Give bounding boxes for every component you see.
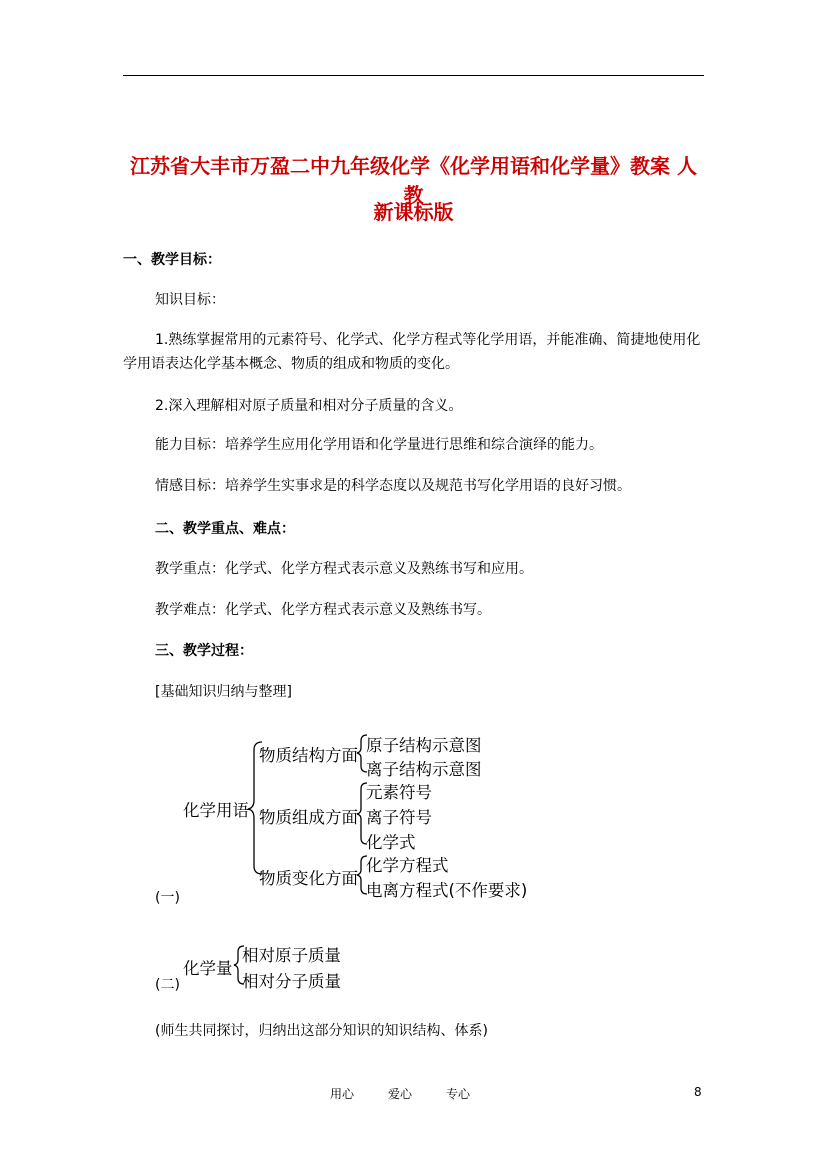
ability-goal: 能力目标：培养学生应用化学用语和化学量进行思维和综合演绎的能力。 — [155, 437, 603, 453]
document-title-line1: 江苏省大丰市万盈二中九年级化学《化学用语和化学量》教案 人教 — [130, 154, 697, 207]
branch-composition-label: 物质组成方面 — [259, 808, 358, 827]
leaf-chemical-equation: 化学方程式 — [366, 856, 449, 875]
teaching-difficulty: 教学难点：化学式、化学方程式表示意义及熟练书写。 — [155, 602, 491, 618]
section2-heading: 二、教学重点、难点： — [155, 521, 295, 537]
footer-motto-1: 用心 — [330, 1087, 355, 1101]
section3-heading: 三、教学过程： — [155, 643, 253, 659]
branch-change-label: 物质变化方面 — [259, 869, 358, 888]
knowledge-goal-item2: 2.深入理解相对原子质量和相对分子质量的含义。 — [155, 398, 463, 414]
diagram2-root: 化学量 — [183, 959, 233, 978]
footer-motto-3: 专心 — [446, 1087, 471, 1101]
leaf-chemical-formula: 化学式 — [366, 833, 416, 852]
discussion-note: (师生共同探讨，归纳出这部分知识的知识结构、体系) — [155, 1023, 488, 1039]
emotion-goal: 情感目标：培养学生实事求是的科学态度以及规范书写化学用语的良好习惯。 — [155, 478, 631, 494]
leaf-relative-atomic-mass: 相对原子质量 — [242, 946, 341, 965]
diagram1-root: 化学用语 — [183, 801, 249, 820]
leaf-relative-molecular-mass: 相对分子质量 — [242, 972, 341, 991]
footer-motto-2: 爱心 — [388, 1087, 413, 1101]
leaf-ion-symbol: 离子符号 — [366, 808, 432, 827]
teaching-key-point: 教学重点：化学式、化学方程式表示意义及熟练书写和应用。 — [155, 561, 533, 577]
leaf-element-symbol: 元素符号 — [366, 783, 432, 802]
page-number: 8 — [694, 1085, 702, 1099]
knowledge-goal-label: 知识目标： — [155, 292, 225, 308]
branch-structure-label: 物质结构方面 — [259, 746, 358, 765]
section1-heading: 一、教学目标： — [123, 252, 221, 268]
leaf-atom-structure: 原子结构示意图 — [366, 736, 482, 755]
diagram1-marker: (一) — [155, 890, 180, 906]
bracket-title: [基础知识归纳与整理] — [155, 684, 292, 700]
leaf-ion-structure: 离子结构示意图 — [366, 760, 482, 779]
leaf-ionization-equation: 电离方程式(不作要求) — [366, 881, 528, 900]
diagram2-marker: (二) — [155, 977, 180, 993]
document-title-line2: 新课标版 — [373, 200, 454, 224]
knowledge-goal-item1: 1.熟练掌握常用的元素符号、化学式、化学方程式等化学用语，并能准确、简捷地使用化学用语表达化学基本概念、物质的组成和物质的变化。 — [123, 332, 701, 372]
